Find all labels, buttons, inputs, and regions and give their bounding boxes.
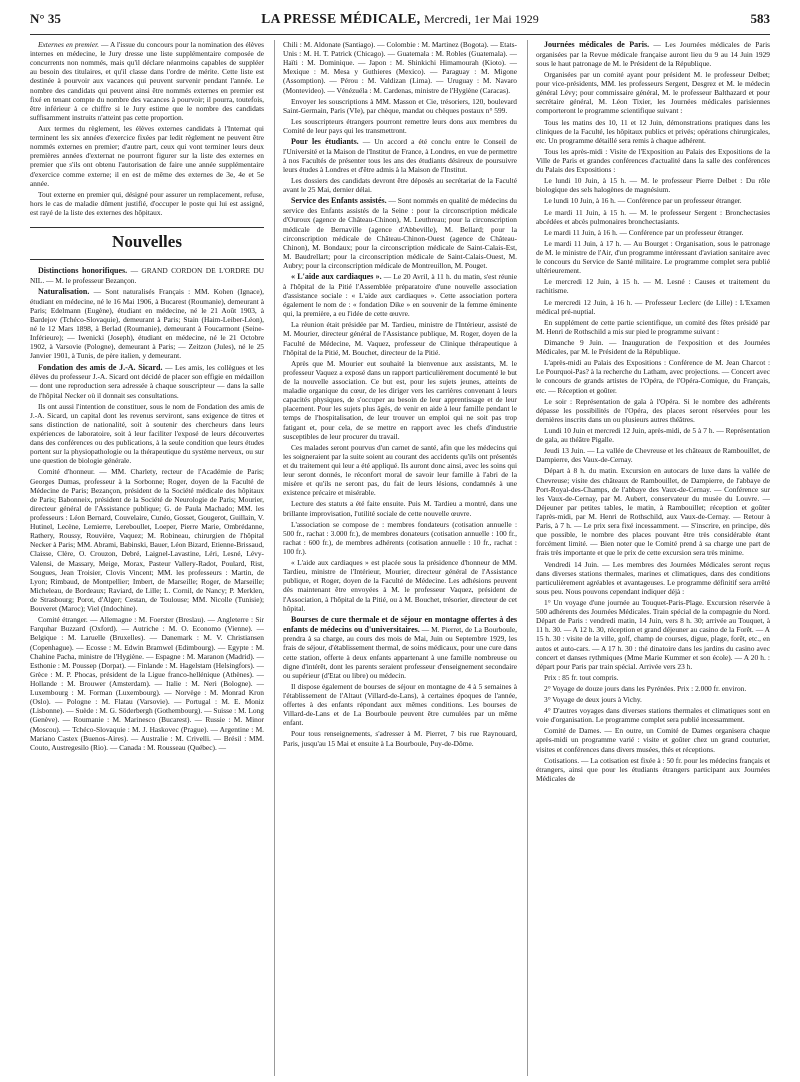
paragraph: Organisées par un comité ayant pour président M. le professeur Delbet; pour vice-présidents, MM. les professeurs Sergent, Desgrez et M. le médecin général Lévy; pour commissaire général, M. le professeur Balthazard et pour secrétaire général, M. Léon Tixier, les Journées médicales parisiennes comporteront le programme scientifique suivant : [536,70,770,116]
paragraph: Il dispose également de bourses de séjour en montagne de 4 à 5 semaines à l'établissement de l'Altaut (Villard-de-Lans), à certaines époques de l'année, offertes à des enfants répondant aux mêmes conditions. Les bourses de Villard-de-Lans et de La Bourboule peuvent être cumulées par un même enfant. [283,681,517,728]
news-text: — Les Journées médicales de Paris organisées par la Revue médicale française auront lieu du 9 au 14 Juin 1929 sous le haut patronage de M. le Président de la République. [536,40,770,68]
paragraph: Aux termes du règlement, les élèves externes candidats à l'Internat qui terminent les six années d'exercice fixées par ledit règlement ne peuvent être nommés externes en premier; d'autre part, ceux qui vont terminer leurs deux premières années d'externat ne pourront figurer sur la liste des externes en premier que s'ils ont obtenu l'autorisation de faire une année supplémentaire d'exercice comme externe; il en est de même des externes de 3e, 4e et 5e année. [30,123,264,188]
paragraph: Les dossiers des candidats devront être déposés au secrétariat de la Faculté avant le 25 Mai, dernier délai. [283,176,517,195]
paragraph: Tous les après-midi : Visite de l'Exposition au Palais des Expositions de la Ville de Paris et grandes conférences d'actualité dans la salle des conférences du Palais des Expositions : [536,146,770,175]
paragraph: Comité de Dames. — En outre, un Comité de Dames organisera chaque après-midi un programme varié : visite et goûter chez un grand couturier, visites et conférences dans divers musées, thés et réceptions. [536,726,770,754]
paragraph: Lecture des statuts a été faite ensuite. Puis M. Tardieu a montré, dans une brillante improvisation, l'utilité sociale de cette nouvelle œuvre. [283,499,517,518]
paragraph: Les souscripteurs étrangers pourront remettre leurs dons aux membres du Comité de leur pays qui les transmettront. [283,116,517,135]
news-heading: Bourses de cure thermale et de séjour en montagne offertes à des enfants de médecins ou d'universitaires. [283,614,517,634]
news-heading: Service des Enfants assistés. [291,196,387,206]
paragraph: Jeudi 13 Juin. — La vallée de Chevreuse et les châteaux de Rambouillet, de Dampierre, des Vaux-de-Cernay. [536,446,770,465]
paragraph [30,40,264,122]
news-text: — Sont nommés en qualité de médecins du service des Enfants assistés de la Seine : pour la circonscription médicale d'Ouroux (agence de Château-Chinon), M. Leuthreau; pour la circonscription médicale de Bernaville (agence d'Abbeville), M. Bellard; pour la circonscription médicale de Château-Chinon-Ouest (agence de Château-Chinon), M. Bondaux; pour la circonscription médicale de Saint-Calais-Est, M. Baudrellart; pour la circonscription médicale de Saint-Calais-Ouest, M. Aubry; pour la circonscription médicale de Montreuillon, M. Pouget. [283,196,517,270]
paragraph: Le mercredi 12 Juin, à 15 h. — M. Lesné : Causes et traitement du rachitisme. [536,277,770,296]
paragraph-text: — A l'issue du concours pour la nomination des élèves internes en médecine, le Jury dresse une liste supplémentaire composée de concurrents non nommés, mais qu'il déclare néanmoins capables de suppléer au besoin des titulaires, et qu'il classe dans l'ordre de mérite. Cette liste est destinée à pourvoir aux vacances qui peuvent survenir pendant l'année. Le nombre des candidats qui peuvent ainsi être nommés externes en premier est fixé en tenant compte du nombre des vacances à pourvoir; il pourra, toutefois, être inférieur à ce chiffre si le Jury estime que le nombre des candidats suffisamment instruits n'atteint pas cette proportion. [30,40,264,122]
news-heading: Fondation des amis de J.-A. Sicard. [38,362,163,372]
news-item [30,363,264,400]
paragraph: La réunion était présidée par M. Tardieu, ministre de l'Intérieur, assisté de M. Mourier, directeur général de l'Assistance publique, M. Roger, doyen de la Faculté de Médecine, M. Vaquez, professeur de Clinique thérapeutique à l'hôpital de la Pitié, M. Bouchet, directeur de la Pitié. [283,320,517,357]
paragraph: Le mardi 11 Juin, à 17 h. — Au Bourget : Organisation, sous le patronage de M. le ministre de l'Air, d'un programme intéressant d'aviation sanitaire avec le concours du Service de Santé militaire. Le programme complet sera publié ultérieurement. [536,238,770,276]
news-text: — Un accord a été conclu entre le Conseil de l'Université et la Maison de l'Institut de France, à Londres, en vue de permettre à nos Facultés de présenter tous les ans des étudiants désireux de poursuivre leurs études à Londres et d'être admis à la Maison de l'Institut. [283,137,517,175]
paragraph: 1° Un voyage d'une journée au Touquet-Paris-Plage. Excursion réservée à 500 adhérents des Journées Médicales. Train spécial de la compagnie du Nord. Départ de Paris : vendredi matin, 14 Juin, vers 8 h. 30; arrivée au Touquet, à 11 h. 30. — A 12 h. 30, réception et grand déjeuner au casino de la Forêt. — A 15 h. 30 : visite de la ville, golf, champ de courses, digue, plage, forêt, etc., en autos et auto-cars. — A 17 h. 30 : thé dinatoire dans les jardins du casino avec concert et danses rythmiques (Mme Marie Kummer et son école). — A 20 h. : départ pour Paris par train spécial. Arrivée vers 23 h. [536,597,770,671]
journal-title [261,11,538,27]
paragraph: « L'aide aux cardiaques » est placée sous la présidence d'honneur de MM. Tardieu, ministre de l'Intérieur, Mourier, directeur général de l'Assistance publique, et Roger, doyen de la Faculté de Médecine. Les adhésions peuvent dès maintenant être envoyées à M. le professeur Vaquez, président de l'Association, à l'hôpital de la Pitié, ou à M. Bouchet, trésorier, directeur de cet hôpital. [283,558,517,613]
news-item [283,137,517,174]
paragraph: Chili : M. Aldonate (Santiago). — Colombie : M. Martinez (Bogota). — Etats-Unis : M. H. T. Patrick (Chicago). — Guatemala : M. Robles (Guatemala). — Haïti : M. Dominique. — Japon : M. Shinkichi Himamourah (Kioto). — Mexique : M. Mesa y Guthieres (Mexico). — Paraguay : M. Migone (Assomption). — Pérou : M. Valdizan (Lima). — Uruguay : M. Navaro (Montevideo). — Vénézuéla : M. Cardenas, ministre de l'Hygiène (Caracas). [283,40,517,95]
news-heading: Distinctions honorifiques. [38,265,128,275]
news-text: — GRAND CORDON DE L'ORDRE DU NIL. — M. le professeur Bezançon. [30,265,264,285]
column-1 [30,40,264,1076]
paragraph: En supplément de cette partie scientifique, un comité des fêtes présidé par M. Henri de Rothschild a mis sur pied le programme suivant : [536,317,770,336]
paragraph: 3° Voyage de deux jours à Vichy. [544,695,642,705]
news-item [283,272,517,318]
paragraph: Le lundi 10 Juin, à 15 h. — M. le professeur Pierre Delbet : Du rôle biologique des sels halogènes de magnésium. [536,176,770,195]
news-heading: Pour les étudiants. [291,137,359,147]
news-text: — M. Pierret, de La Bourboule, prendra à sa charge, au cours des mois de Mai, Juin ou Septembre 1929, les frais de séjour, d'établissement thermal, de soins médicaux, pour une cure dans cette station, offerte à deux enfants appartenant à une famille nombreuse ou digne d'intérêt, dont les parents seraient professeur d'enseignement secondaire ou supérieur (d'Etat ou libre) ou médecin. [283,624,517,680]
news-heading: « L'aide aux cardiaques ». [291,272,382,282]
news-text: — Sont naturalisés Français : MM. Kohen (Ignace), étudiant en médecine, né le 16 Mai 1906, à Bucarest (Roumanie), demeurant à Paris; Edelmann (Eugène), étudiant en médecine, né le 21 Août 1903, à Bardejov (Tchéco-Slovaquie), demeurant à Paris; Stain (Haim-Leiber-Léon), né le 12 Mars 1898, à Berlad (Roumanie), demeurant à Foucarmont (Seine-Inférieure); — Iwenicki (Joseph), étudiant en médecine, né le 21 Octobre 1902, à Varsovie (Pologne), demeurant à Paris; — Zeitzon (Jules), né le 25 Janvier 1901, à Tunis, de père italien, y demeurant. [30,286,264,361]
news-text: — Les amis, les collègues et les élèves du professeur J.-A. Sicard ont décidé de placer son effigie en médaillon — dont une reproduction sera adressée à chaque souscripteur — dans la salle de l'hôpital Necker où il donnait ses consultations. [30,362,264,400]
page-header [30,4,770,35]
column-3 [527,40,770,1076]
paragraph: Cotisations. — La cotisation est fixée à : 50 fr. pour les médecins français et étrangers, ainsi que pour les étudiants étrangers participant aux Journées Médicales de [536,755,770,783]
paragraph: Le mardi 11 Juin, à 16 h. — Conférence par un professeur étranger. [544,227,744,237]
journal-name: LA PRESSE MÉDICALE, [261,11,421,26]
paragraph: Le soir : Représentation de gala à l'Opéra. Si le nombre des adhérents dépasse les possibilités de l'Opéra, des places seront réservées pour les dernières inscrits dans un ou plusieurs autres théâtres. [536,396,770,424]
paragraph: 2° Voyage de douze jours dans les Pyrénées. Prix : 2.000 fr. environ. [544,683,747,693]
paragraph: Comité d'honneur. — MM. Charlety, recteur de l'Académie de Paris; Georges Dumas, professeur à la Sorbonne; Roger, doyen de la Faculté de Médecine de Paris; Bezançon, président de la Société médicale des hôpitaux de Paris; Babonneix, président de la Société de Neurologie de Paris; Mourier, directeur général de l'Assistance publique; G. de Paula Machado; MM. les professeurs : Léon Bernard, Couvelaire, Cunéo, Gosset, Gougerot, Guillain, V. Hutinel, Lecène, Lemierre, Lereboullet, Loeper, Pierre Marie, Ombrédanne, Rathery, Roussy, Rouvière, Vaquez; M. Robineau, chirurgien de l'hôpital Necker à Paris; MM. Abrami, Babinski, Bauer, Léon Bizard, Etienne-Brissaud, Claisse, Clère, O. Crouzon, Debré, Laignel-Lavastine, Léri, Lesné, Lévy-Valensi, de Massary, Meige, Morax, Pasteur Vallery-Radot, Poulard, Rist, Sougues, Jean Troisier, Clovis Vincent; MM. les professeurs : Martin, de Lyon; Rimbaud, de Montpellier; Imbert, de Marseille; Roger, de Marseille; Micheleau, de Bordeaux; Raviard, de Lille; L. Cornil, de Nancy; P. Merklen, de Strasbourg; Porot, d'Alger; Cestan, de Toulouse; MM. Nicolle (Tunisie); Bouveret (Maroc); Viel (Indochine). [30,467,264,614]
paragraph: L'après-midi au Palais des Expositions : Conférence de M. Jean Charcot : Le Pourquoi-Pas? à la recherche du Latham, avec projections. — Concert avec le concours de grands artistes de l'Opéra, de l'Opéra-Comique, du Français, etc. — Réception et goûter. [536,358,770,395]
issue-number: N° 35 [30,11,61,26]
paragraph: Ils ont aussi l'intention de constituer, sous le nom de Fondation des amis de J.-A. Sicard, un capital dont les revenus serviront, sans exigence de titres et sans distinction de nationalité, soit à soutenir des chercheurs dans leurs expériences de laboratoire, soit à leur faciliter l'exposé de leurs découvertes dans des conférences ou des publications, à la seule condition que leurs études portent sur la physiopathologie ou la thérapeutique du système nerveux, ou sur une question de biologie générale. [30,401,264,466]
paragraph: Lundi 10 Juin et mercredi 12 Juin, après-midi, de 5 à 7 h. — Représentation de gala, au théâtre Pigalle. [536,425,770,445]
paragraph: Envoyer les souscriptions à MM. Masson et Cie, trésoriers, 120, boulevard Saint-Germain, Paris (VIe), par chèque, mandat ou chèques postaux n° 599. [283,96,517,115]
section-title: Nouvelles [112,232,182,252]
paragraph: 4° D'autres voyages dans diverses stations thermales et climatiques sont en voie d'organisation. Le programme complet sera publié incessamment. [536,706,770,725]
paragraph: Ces malades seront pourvus d'un carnet de santé, afin que les médecins qui les soigneraient par la suite soient au courant des accidents qu'ils ont présentés et du traitement qui leur a été appliqué. Ils auront donc ainsi, avec les soins qui leur seront donnés, le réconfort moral de savoir leur famille à l'abri de la misère et qu'ils ne seront pas, du fait de leurs lésions, condamnés à une existence précaire et misérable. [283,442,517,498]
paragraph: Le mercredi 12 Juin, à 16 h. — Professeur Leclerc (de Lille) : L'Examen médical pré-nuptial. [536,297,770,316]
paragraph: Tous les matins des 10, 11 et 12 Juin, démonstrations pratiques dans les cliniques de la Faculté, les hôpitaux publics et privés; opérations chirurgicales, etc. Un programme détaillé sera remis à chaque adhérent. [536,117,770,145]
paragraph: Départ à 8 h. du matin. Excursion en autocars de luxe dans la vallée de Chevreuse; visite des châteaux de Rambouillet, de Dampierre, de l'abbaye de Port-Royal-des-Champs, de l'abbaye des Vaux-de-Cernay. — Conférence sur les Vaux-de-Cernay, par M. Aubert, conservateur du musée du Louvre. — Déjeuner par petites tables, le matin, à Rambouillet; réception et goûter l'après-midi, par M. Henri de Rothschild, aux Vaux-de-Cernay. — Retour à Paris, à 7 h. — Le prix sera fixé incessamment. — S'inscrire, en principe, dès que possible, le nombre des places pouvant être très considérable étant forcément limité. — Bien noter que le Comité prend à sa charge une part de frais très importante et que le prix de cette excursion sera très minime. [536,466,770,558]
article-columns [30,40,770,1076]
news-item [30,287,264,361]
paragraph: Tout externe en premier qui, désigné pour assurer un remplacement, refuse, hors le cas de maladie dûment justifié, d'occuper le poste qui lui est assigné, est rayé de la liste des externes des hôpitaux. [30,189,264,217]
news-heading: Naturalisation. [38,286,90,296]
news-text: — Le 20 Avril, à 11 h. du matin, s'est réunie à l'hôpital de la Pitié l'Assemblée préparatoire d'une nouvelle association d'assistance sociale : « L'aide aux cardiaques ». Cette association portera également le nom de : « fondation Dike » en souvenir de la femme éminente qui, la première, a eu l'idée de cette œuvre. [283,272,517,319]
paragraph: L'association se compose de : membres fondateurs (cotisation annuelle : 500 fr., rachat : 3.000 fr.), de membres donateurs (cotisation annuelle : 100 fr., rachat : 600 fr.), de membres adhérents (cotisation annuelle : 10 fr., rachat : 100 fr.). [283,519,517,556]
news-item [283,196,517,270]
news-item [30,266,264,285]
news-heading: Journées médicales de Paris. [544,40,650,49]
news-item [536,40,770,68]
page-number: 583 [750,11,770,26]
paragraph: Le lundi 10 Juin, à 16 h. — Conférence par un professeur étranger. [544,196,742,206]
section-divider [30,227,264,228]
news-item [283,615,517,680]
paragraph-lead: Externes en premier. [38,40,99,49]
paragraph: Après que M. Mourier eut souhaité la bienvenue aux assistants, M. le professeur Vaquez a exposé dans un rapport particulièrement documenté le but de la nouvelle association. Ce but est, pour les sujets jeunes, atteints de maladie organique du cœur, de les diriger vers les carrières convenant à leurs capacités physiques, de s'occuper au besoin de leur apprentissage et de leur placement. Pour les sujets plus âgés, de venir en aide à leur famille pendant le temps de l'hospitalisation, de leur trouver un emploi qui ne soit pas trop fatigant et, pour cela, de se mettre en rapport avec les chefs d'industrie susceptibles de leur procurer du travail. [283,358,517,441]
paragraph: Pour tous renseignements, s'adresser à M. Pierret, 7 bis rue Raynouard, Paris, jusqu'au 15 Mai et ensuite à La Bourboule, Puy-de-Dôme. [283,729,517,748]
paragraph: Vendredi 14 Juin. — Les membres des Journées Médicales seront reçus dans diverses stations thermales, marines et climatiques, dans des conditions particulièrement agréables et avantageuses. Le programme définitif sera arrêté sous peu. Nous pouvons cependant indiquer déjà : [536,559,770,596]
paragraph: Le mardi 11 Juin, à 15 h. — M. le professeur Sergent : Bronchectasies abcédées et abcès pulmonaires bronchectasiants. [536,207,770,226]
issue-date: Mercredi, 1er Mai 1929 [424,12,539,26]
paragraph: Comité étranger. — Allemagne : M. Foerster (Breslau). — Angleterre : Sir Farquhar Buzzard (Oxford). — Autriche : M. O. Economo (Vienne). — Belgique : M. Laruelle (Bruxelles). — Danemark : M. V. Christiansen (Copenhague). — Ecosse : M. Edwin Bramwel (Edimbourg). — Egypte : M. Chahine Pacha, ministre de l'Hygiène. — Espagne : M. Maranon (Madrid). — Esthonie : M. Poussep (Dorpat). — Finlande : M. Hagelstam (Helsingfors). — Grèce : M. P. Phocas, président de la Ligue franco-hellénique (Athènes). — Hollande : M. Brouwer (Amsterdam). — Italie : M. Neri (Bologne). — Luxembourg : M. Forman (Luxembourg). — Norvège : M. Monrad Kron (Oslo). — Pologne : M. Flatau (Varsovie). — Portugal : M. E. Moniz (Lisbonne). — Suède : M. G. Söderbergh (Gothembourg). — Suisse : M. Long (Genève). — Roumanie : M. Marinesco (Bucarest). — Russie : M. Minor (Moscou). — Tchéco-Slovaquie : M. J. Haskovec (Prague). — Argentine : M. Mariano Castex (Buenos-Aires). — Australie : M. Crivelli. — Brésil : MM. Couto, Austregesilo (Rio). — Canada : M. Rousseau (Québec). — [30,615,264,752]
paragraph: Prix : 85 fr. tout compris. [544,672,619,682]
section-divider [30,259,264,260]
paragraph: Dimanche 9 Juin. — Inauguration de l'exposition et des Journées Médicales, par M. le Président de la République. [536,338,770,357]
column-2 [274,40,517,1076]
